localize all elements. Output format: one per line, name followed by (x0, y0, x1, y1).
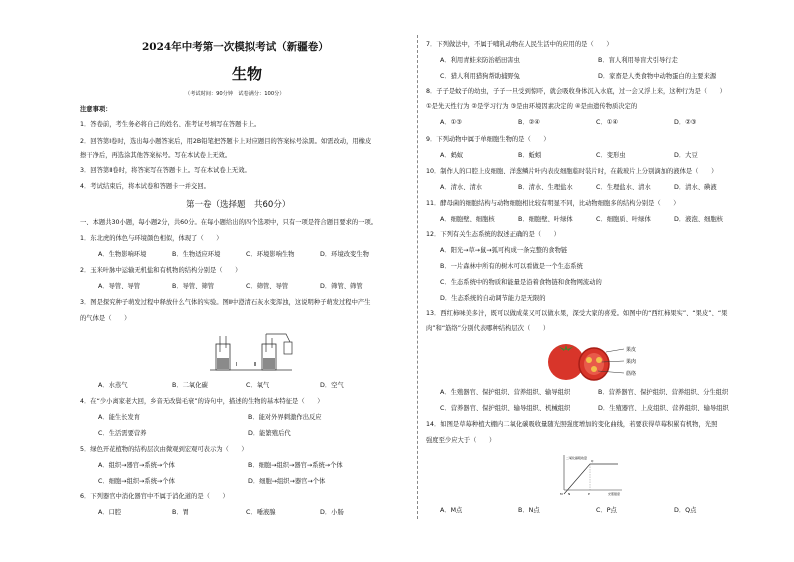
question-stem: 6．下列器官中消化器官中不属于消化道的是（ ） (80, 493, 229, 500)
option[interactable]: A．清水、清水 (440, 184, 483, 191)
option[interactable]: D．清水、碘液 (674, 184, 717, 191)
option[interactable]: A．生物影响环境 (98, 251, 147, 258)
point-label: P (588, 492, 590, 496)
option[interactable]: C．筛管、导管 (246, 283, 289, 290)
option[interactable]: B．胃 (172, 509, 189, 516)
question-options (440, 390, 756, 396)
note-item: 2．回答第Ⅰ卷时，选出每小题答案后，用2B铅笔把答题卡上对应题目的答案标号涂黑。如需改动，用橡皮 (80, 138, 372, 145)
exam-title: 2024年中考第一次模拟考试（新疆卷） (142, 41, 329, 53)
option[interactable]: C．变形虫 (596, 152, 626, 159)
option[interactable]: B．一片森林中所有的树木可以看做是一个生态系统 (440, 263, 583, 270)
point-label: Q (591, 459, 594, 463)
option[interactable]: B．盲人利用导盲犬引导行走 (598, 57, 678, 64)
option[interactable]: C．①④ (596, 119, 618, 126)
question-stem: 14．如图是草莓种植大棚内二氧化碳吸收量随光照强度增加的变化曲线，若要获得草莓积累有机物，光照 (426, 421, 718, 428)
option[interactable]: B．生物适应环境 (172, 251, 221, 258)
option[interactable]: D．生态系统的自动调节能力是无限的 (440, 295, 546, 302)
option[interactable]: C．P点 (596, 507, 617, 514)
question-options (440, 406, 756, 412)
question-options (98, 479, 398, 485)
question-options (98, 510, 394, 516)
column-divider (417, 35, 418, 519)
question-options (440, 74, 756, 80)
tomato-figure (546, 337, 656, 385)
option[interactable]: C．生活需要营养 (98, 430, 147, 437)
question-options (98, 383, 394, 389)
question-stem: 5．绿色开花植物的结构层次由微观到宏观可表示为（ ） (80, 446, 248, 453)
figure-label: 果肉 (626, 359, 637, 365)
option[interactable]: C．猎人利用猎狗帮助捕野兔 (440, 73, 520, 80)
option[interactable]: A．细胞壁、细胞核 (440, 216, 495, 223)
note-item: 擦干净后，再选涂其他答案标号。写在本试卷上无效。 (80, 152, 232, 159)
option[interactable]: C．生态系统中的物质和能量是沿着食物链和食物网流动的 (440, 279, 602, 286)
option[interactable]: A．利用青蛙来防治稻田害虫 (440, 57, 520, 64)
seed-experiment-figure (206, 330, 296, 372)
question-stem: 1．东北虎的体色与环境颜色相似，体现了（ ） (80, 235, 223, 242)
option[interactable]: B．②④ (518, 119, 540, 126)
question-sub: ①是先天性行为 ②是学习行为 ③是由环境因素决定的 ④是由遗传物质决定的 (426, 103, 638, 110)
option[interactable]: A．能生长发育 (98, 414, 141, 421)
option[interactable]: A．组织→器官→系统→个体 (98, 462, 175, 469)
notes-heading: 注意事项： (80, 106, 112, 113)
note-item: 1．答卷前，考生务必将自己的姓名、准考证号填写在答题卡上。 (80, 121, 261, 128)
option[interactable]: C．细胞质、叶绿体 (596, 216, 651, 223)
question-options (440, 217, 752, 223)
figure-label: Ⅱ (254, 362, 257, 368)
option[interactable]: A．蚂蚁 (440, 152, 464, 159)
question-stem-cont: 的气体是（ ） (80, 315, 131, 322)
option[interactable]: C．氧气 (246, 382, 270, 389)
option[interactable]: B．N点 (518, 507, 540, 514)
note-item: 4．考试结束后，将本试卷和答题卡一并交回。 (80, 183, 210, 190)
question-options (440, 508, 752, 514)
point-label: M (560, 492, 563, 496)
x-axis-label: 光照强度 (608, 492, 621, 496)
question-stem-cont: 强度至少应大于（ ） (426, 437, 496, 444)
question-stem: 9．下列动物中属于单细胞生物的是（ ） (426, 136, 550, 143)
question-stem: 11．酵母菌的细胞结构与动物细胞相比较有明显不同，比动物细胞多的结构分别是（ ） (426, 200, 680, 207)
option[interactable]: B．导管、筛管 (172, 283, 215, 290)
exam-info: （考试时间：90分钟 试卷满分：100分） (185, 91, 285, 97)
question-options (98, 252, 394, 258)
question-stem: 7．下列做法中，不属于哺乳动物在人民生活中的应用的是（ ） (426, 41, 613, 48)
question-options (98, 415, 398, 421)
question-options (98, 463, 398, 469)
option[interactable]: B．营养器官、保护组织、营养组织、分生组织 (598, 389, 729, 396)
option[interactable]: D．筛管、筛管 (320, 283, 363, 290)
question-stem: 13．西红柿味美多汁，既可以做成菜又可以做水果，深受大家的喜爱。如图中的“西红柿果实”、“果皮”、“果 (426, 310, 728, 317)
option[interactable]: C．营养器官、保护组织、输导组织、机械组织 (440, 405, 571, 412)
subject-title: 生物 (232, 65, 263, 83)
question-options (98, 284, 394, 290)
question-options (440, 120, 752, 126)
section-title: 第一卷（选择题 共60分） (186, 200, 291, 210)
option[interactable]: A．生殖器官、保护组织、营养组织、输导组织 (440, 389, 571, 396)
figure-label: 筋络 (626, 371, 637, 377)
question-stem: 8．子子是蚊子的幼虫，子子一旦受到惊吓，就会吸收身体沉入水底，过一会又浮上来，这种行为是（ ） (426, 88, 726, 95)
question-stem: 10．制作人的口腔上皮细胞、洋葱鳞片叶内表皮细胞临时装片时，在载玻片上分别滴加的液体是（ ） (426, 168, 718, 175)
option[interactable]: D．家畜是人类食物中动物蛋白的主要来源 (598, 73, 717, 80)
option[interactable]: B．细胞壁、叶绿体 (518, 216, 573, 223)
option[interactable]: D．空气 (320, 382, 344, 389)
option[interactable]: D．能繁殖后代 (248, 430, 291, 437)
option[interactable]: A．M点 (440, 507, 463, 514)
y-axis-label: 二氧化碳吸收量 (566, 456, 588, 460)
figure-label: 果皮 (626, 347, 637, 353)
question-options (98, 431, 398, 437)
co2-absorption-graph (556, 452, 626, 496)
option[interactable]: B．蚯蚓 (518, 152, 542, 159)
option[interactable]: C．细胞→组织→系统→个体 (98, 478, 175, 485)
option[interactable]: B．二氧化碳 (172, 382, 208, 389)
option[interactable]: A．①③ (440, 119, 462, 126)
option[interactable]: D．小肠 (320, 509, 344, 516)
option[interactable]: B．能对外界刺激作出反应 (248, 414, 322, 421)
figure-label: Ⅰ (236, 362, 238, 368)
option[interactable]: A．水蒸气 (98, 382, 128, 389)
section-instruction: 一、本题共30小题，每小题2分，共60分。在每小题给出的四个选项中，只有一项是符合题目要求的一项。 (80, 219, 378, 226)
question-options (440, 58, 756, 64)
question-options (440, 153, 752, 159)
question-stem: 2．玉米叶脉中运输无机盐和有机物的结构分别是（ ） (80, 267, 242, 274)
question-options (440, 185, 752, 191)
question-stem-cont: 肉”和“筋络”分别代表哪种结构层次（ ） (426, 325, 550, 332)
option[interactable]: A．导管、导管 (98, 283, 141, 290)
option[interactable]: B．细胞→组织→器官→系统→个体 (248, 462, 343, 469)
question-stem: 12．下列有关生态系统的叙述正确的是（ ） (426, 231, 560, 238)
option[interactable]: D．液泡、细胞核 (674, 216, 723, 223)
option[interactable]: A．口腔 (98, 509, 122, 516)
option[interactable]: D．生殖器官、上皮组织、营养组织、输导组织 (598, 405, 729, 412)
option[interactable]: D．②③ (674, 119, 697, 126)
option[interactable]: C．唾液腺 (246, 509, 276, 516)
option[interactable]: D．环境改变生物 (320, 251, 369, 258)
question-stem: 3．图是探究种子萌发过程中释放什么气体的实验。图Ⅱ中澄清石灰水变浑浊，这说明种子萌发过程中产生 (80, 299, 371, 306)
option[interactable]: C．环境影响生物 (246, 251, 295, 258)
option[interactable]: D．Q点 (674, 507, 697, 514)
option[interactable]: C．生理盐水、清水 (596, 184, 651, 191)
option[interactable]: B．清水、生理盐水 (518, 184, 573, 191)
note-item: 3．回答第Ⅱ卷时，将答案写在答题卡上。写在本试卷上无效。 (80, 167, 251, 174)
option[interactable]: D．细胞→组织→器官→个体 (248, 478, 326, 485)
option[interactable]: D．大豆 (674, 152, 698, 159)
question-stem: 4．在“少小离家老大回，乡音无改鬓毛衰”的诗句中，描述的生物的基本特征是（ ） (80, 398, 324, 405)
point-label: N (568, 492, 571, 496)
option[interactable]: A．阳光→草→鼠→狐可构成一条完整的食物链 (440, 247, 568, 254)
